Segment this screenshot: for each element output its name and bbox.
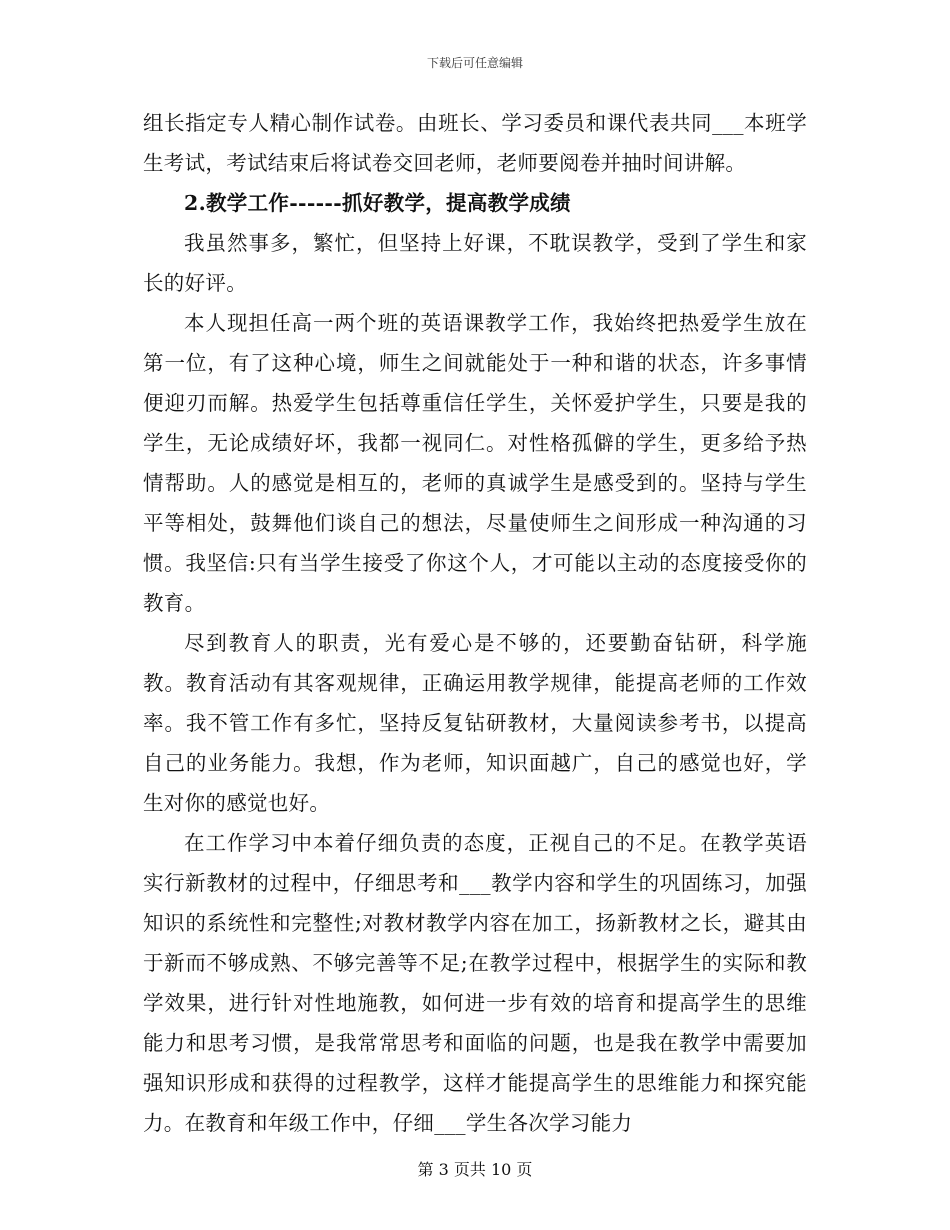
section-heading-teaching-work: 2.教学工作------抓好教学，提高教学成绩 bbox=[184, 191, 571, 215]
document-body bbox=[143, 103, 807, 1143]
header-note: 下载后可任意编辑 bbox=[426, 56, 523, 70]
paragraph-responsible-attitude: 在工作学习中本着仔细负责的态度，正视自己的不足。在教学英语实行新教材的过程中，仔细思考和___教学内容和学生的巩固练习，加强知识的系统性和完整性;对教材教学内容在加工，扬新教材之长，避其由于新而不够成熟、不够完善等不足;在教学过程中，根据学生的实际和教学效果，进行针对性地施教，如何进一步有效的培育和提高学生的思维能力和思考习惯，是我常常思考和面临的问题，也是我在教学中需要加强知识形成和获得的过程教学，这样才能提高学生的思维能力和探究能力。在教育和年级工作中，仔细___学生各次学习能力 bbox=[143, 831, 807, 1135]
paragraph-exam-arrangement: 组长指定专人精心制作试卷。由班长、学习委员和课代表共同___本班学生考试，考试结束后将试卷交回老师，老师要阅卷并抽时间讲解。 bbox=[143, 111, 807, 175]
paragraph-love-students: 本人现担任高一两个班的英语课教学工作，我始终把热爱学生放在第一位，有了这种心境，师生之间就能处于一种和谐的状态，许多事情便迎刃而解。热爱学生包括尊重信任学生，关怀爱护学生，只要是我的学生，无论成绩好坏，我都一视同仁。对性格孤僻的学生，更多给予热情帮助。人的感觉是相互的，老师的真诚学生是感受到的。坚持与学生平等相处，鼓舞他们谈自己的想法，尽量使师生之间形成一种沟通的习惯。我坚信:只有当学生接受了你这个人，才可能以主动的态度接受你的教育。 bbox=[143, 311, 807, 615]
paragraph-study-teaching-methods: 尽到教育人的职责，光有爱心是不够的，还要勤奋钻研，科学施教。教育活动有其客观规律，正确运用教学规律，能提高老师的工作效率。我不管工作有多忙，坚持反复钻研教材，大量阅读参考书，以提高自己的业务能力。我想，作为老师，知识面越广，自己的感觉也好，学生对你的感觉也好。 bbox=[143, 631, 807, 815]
paragraph-busy-but-teaching: 我虽然事多，繁忙，但坚持上好课，不耽误教学，受到了学生和家长的好评。 bbox=[143, 231, 807, 295]
page-number: 第 3 页共 10 页 bbox=[417, 1160, 533, 1179]
